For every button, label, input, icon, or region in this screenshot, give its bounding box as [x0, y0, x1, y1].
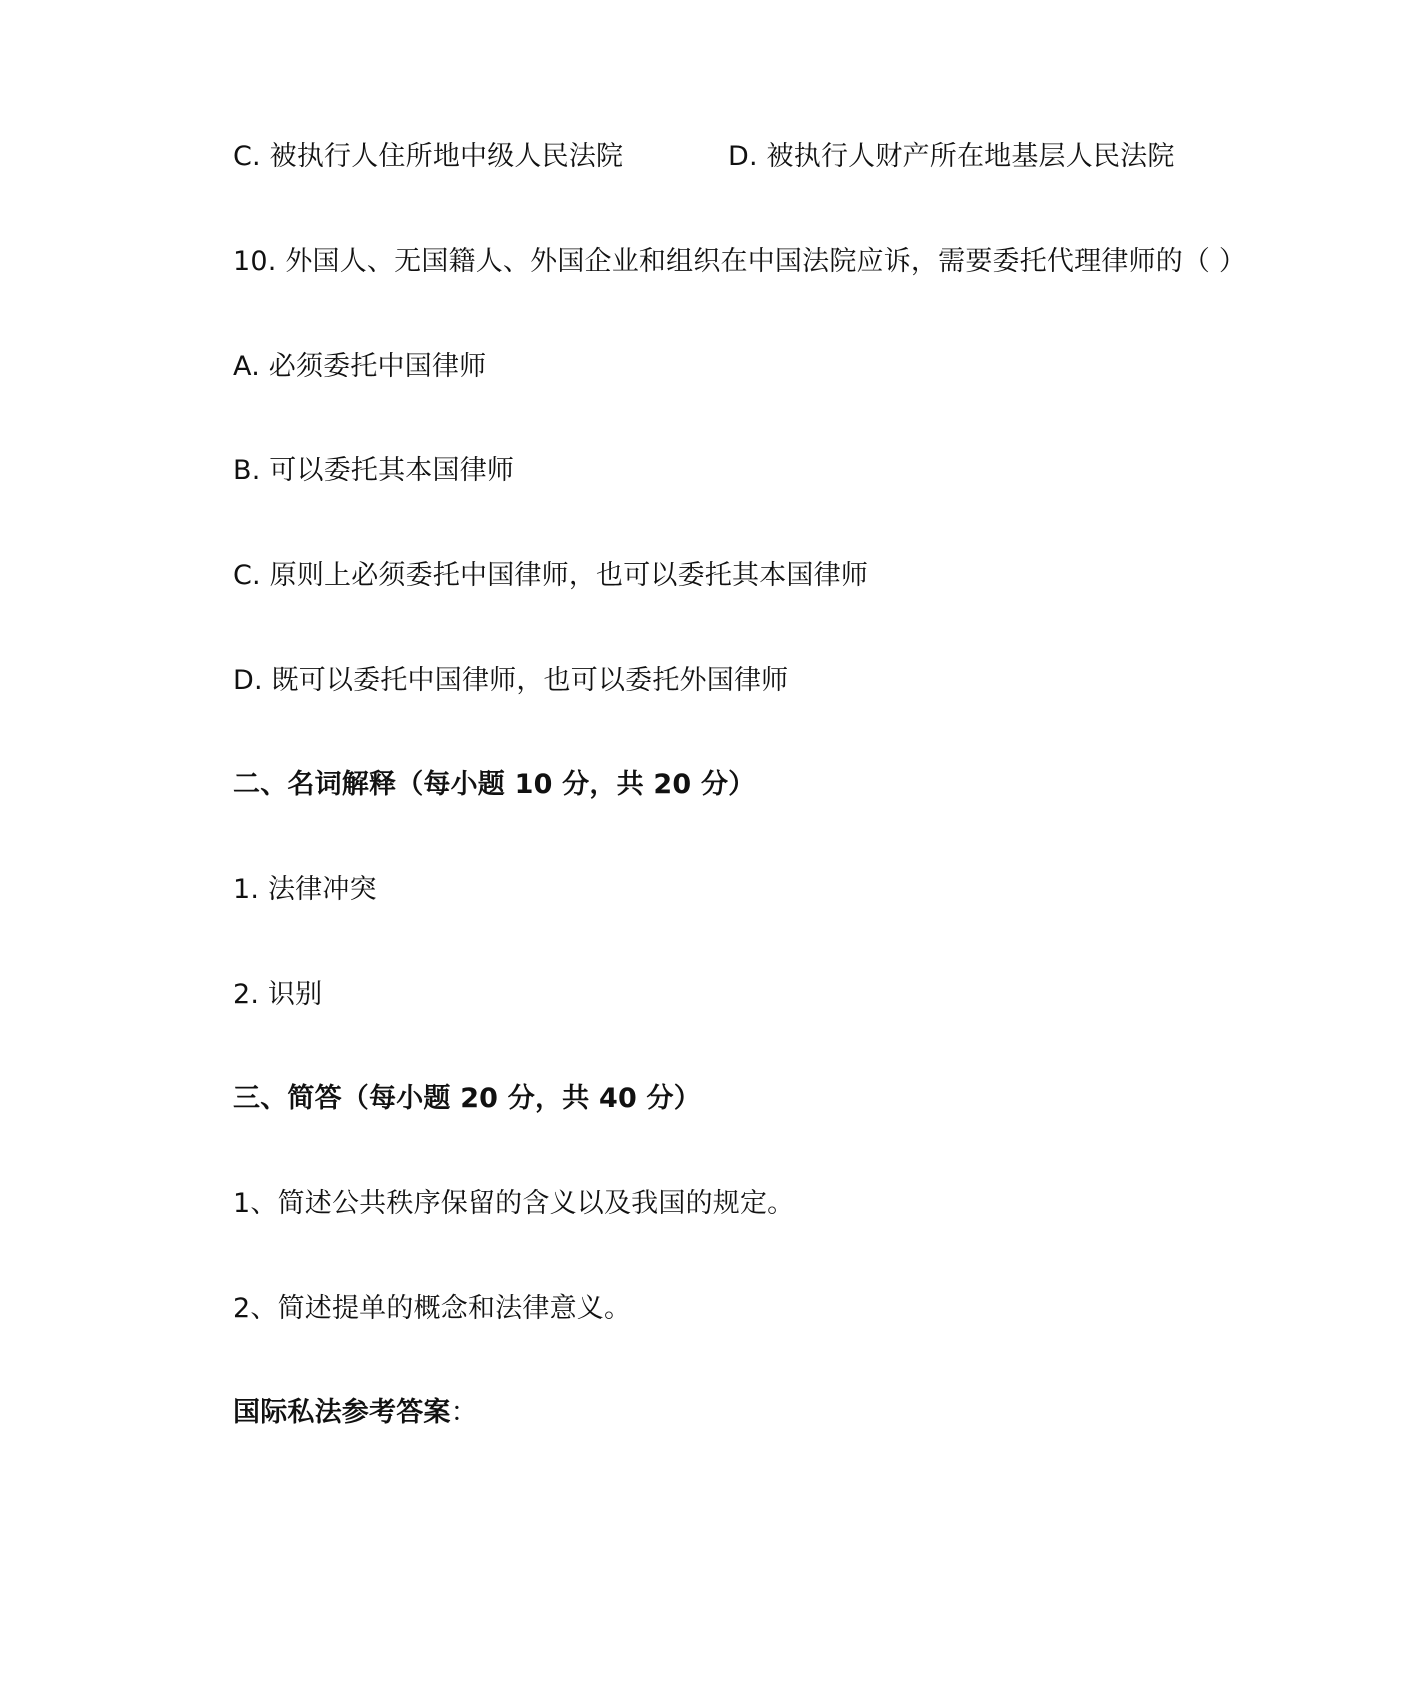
answers-title-text: 国际私法参考答案: [233, 1397, 451, 1428]
q10-stem: 10. 外国人、无国籍人、外国企业和组织在中国法院应诉，需要委托代理律师的（ ）: [233, 246, 1247, 277]
q9-option-d: D. 被执行人财产所在地基层人民法院: [728, 141, 1175, 172]
answers-title: [233, 1396, 478, 1430]
q10-option-b: B. 可以委托其本国律师: [233, 455, 515, 486]
section2-item-2: 2. 识别: [233, 979, 323, 1010]
q10-option-d: D. 既可以委托中国律师，也可以委托外国律师: [233, 665, 789, 696]
section3-item-2: 2、简述提单的概念和法律意义。: [233, 1293, 632, 1324]
section2-heading: 二、名词解释（每小题 10 分，共 20 分）: [233, 769, 756, 800]
q9-options-cd: [233, 140, 1175, 174]
section2-item-1: 1. 法律冲突: [233, 874, 377, 905]
section3-item-1: 1、简述公共秩序保留的含义以及我国的规定。: [233, 1188, 795, 1219]
q10-option-c: C. 原则上必须委托中国律师，也可以委托其本国律师: [233, 560, 869, 591]
answers-title-colon: ：: [450, 1397, 478, 1428]
q9-option-c: C. 被执行人住所地中级人民法院: [233, 141, 624, 172]
section3-heading: 三、简答（每小题 20 分，共 40 分）: [233, 1083, 701, 1114]
q10-option-a: A. 必须委托中国律师: [233, 351, 487, 382]
